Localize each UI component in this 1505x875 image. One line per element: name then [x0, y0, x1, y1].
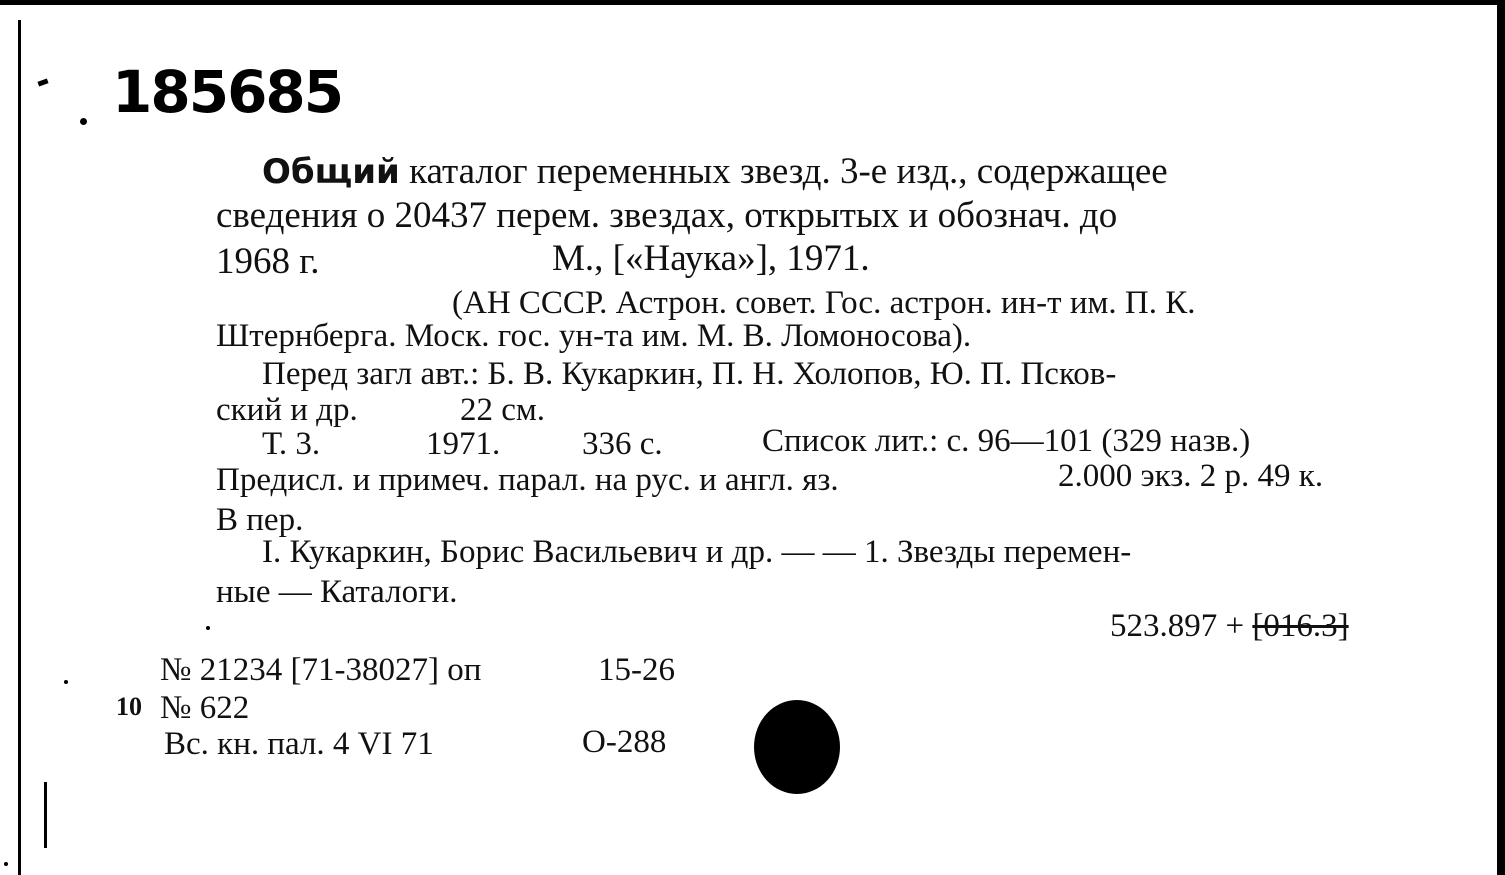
year: 1971.: [426, 426, 501, 462]
ink-dot: [64, 680, 68, 684]
notes: Предисл. и примеч. парал. на рус. и англ. яз.: [216, 462, 839, 498]
udc-code: 523.897 +: [1110, 608, 1245, 644]
title-line: [262, 150, 1168, 193]
ink-mark: [80, 118, 87, 125]
title-line-2: сведения о 20437 перем. звездах, открытых и обознач. до: [216, 195, 1118, 236]
ink-mark: [37, 78, 48, 86]
ink-dot: [206, 626, 210, 630]
ink-dot: [4, 862, 8, 866]
udc-struck: [016.3]: [1252, 608, 1349, 644]
year-line: 1968 г.: [216, 241, 320, 282]
title-bold: Общий: [262, 152, 400, 192]
volume: Т. 3.: [262, 426, 321, 462]
ink-mark: [44, 782, 47, 848]
bibliography: Список лит.: с. 96—101 (329 назв.): [762, 423, 1251, 459]
card-number: 185685: [112, 58, 343, 126]
pages: 336 с.: [582, 426, 663, 462]
binding: В пер.: [216, 502, 304, 538]
footer-number: № 21234 [71-38027] оп: [160, 652, 482, 688]
series-line-1: (АН СССР. Астрон. совет. Гос. астрон. ин-т им. П. К.: [452, 285, 1196, 321]
punch-hole: [754, 700, 840, 794]
card-left-edge: [18, 20, 21, 875]
footer-order: № 622: [160, 690, 250, 726]
print-run-price: 2.000 экз. 2 р. 49 к.: [1058, 458, 1324, 494]
card-top-edge: [0, 0, 1505, 5]
footer-chamber: Вс. кн. пал. 4 VI 71: [164, 726, 434, 762]
footer-prefix: 10: [116, 692, 142, 721]
authors-line-2a: ский и др.: [216, 392, 358, 428]
footer-code: 15-26: [598, 652, 675, 688]
imprint: М., [«Наука»], 1971.: [552, 238, 870, 279]
card-right-edge: [1497, 0, 1505, 875]
title-rest: каталог переменных звезд. 3-е изд., содержащее: [409, 151, 1168, 192]
classification: [1110, 608, 1349, 645]
series-line-2: Штернберга. Моск. гос. ун-та им. М. В. Ломоносова).: [216, 318, 972, 354]
subjects-line-1: I. Кукаркин, Борис Васильевич и др. — — 1. Звезды перемен-: [262, 534, 1132, 570]
size: 22 см.: [460, 392, 546, 428]
authors-line-1: Перед загл авт.: Б. В. Кукаркин, П. Н. Холопов, Ю. П. Псков-: [262, 356, 1117, 392]
footer-index: О-288: [582, 724, 667, 760]
subjects-line-2: ные — Каталоги.: [216, 574, 458, 610]
